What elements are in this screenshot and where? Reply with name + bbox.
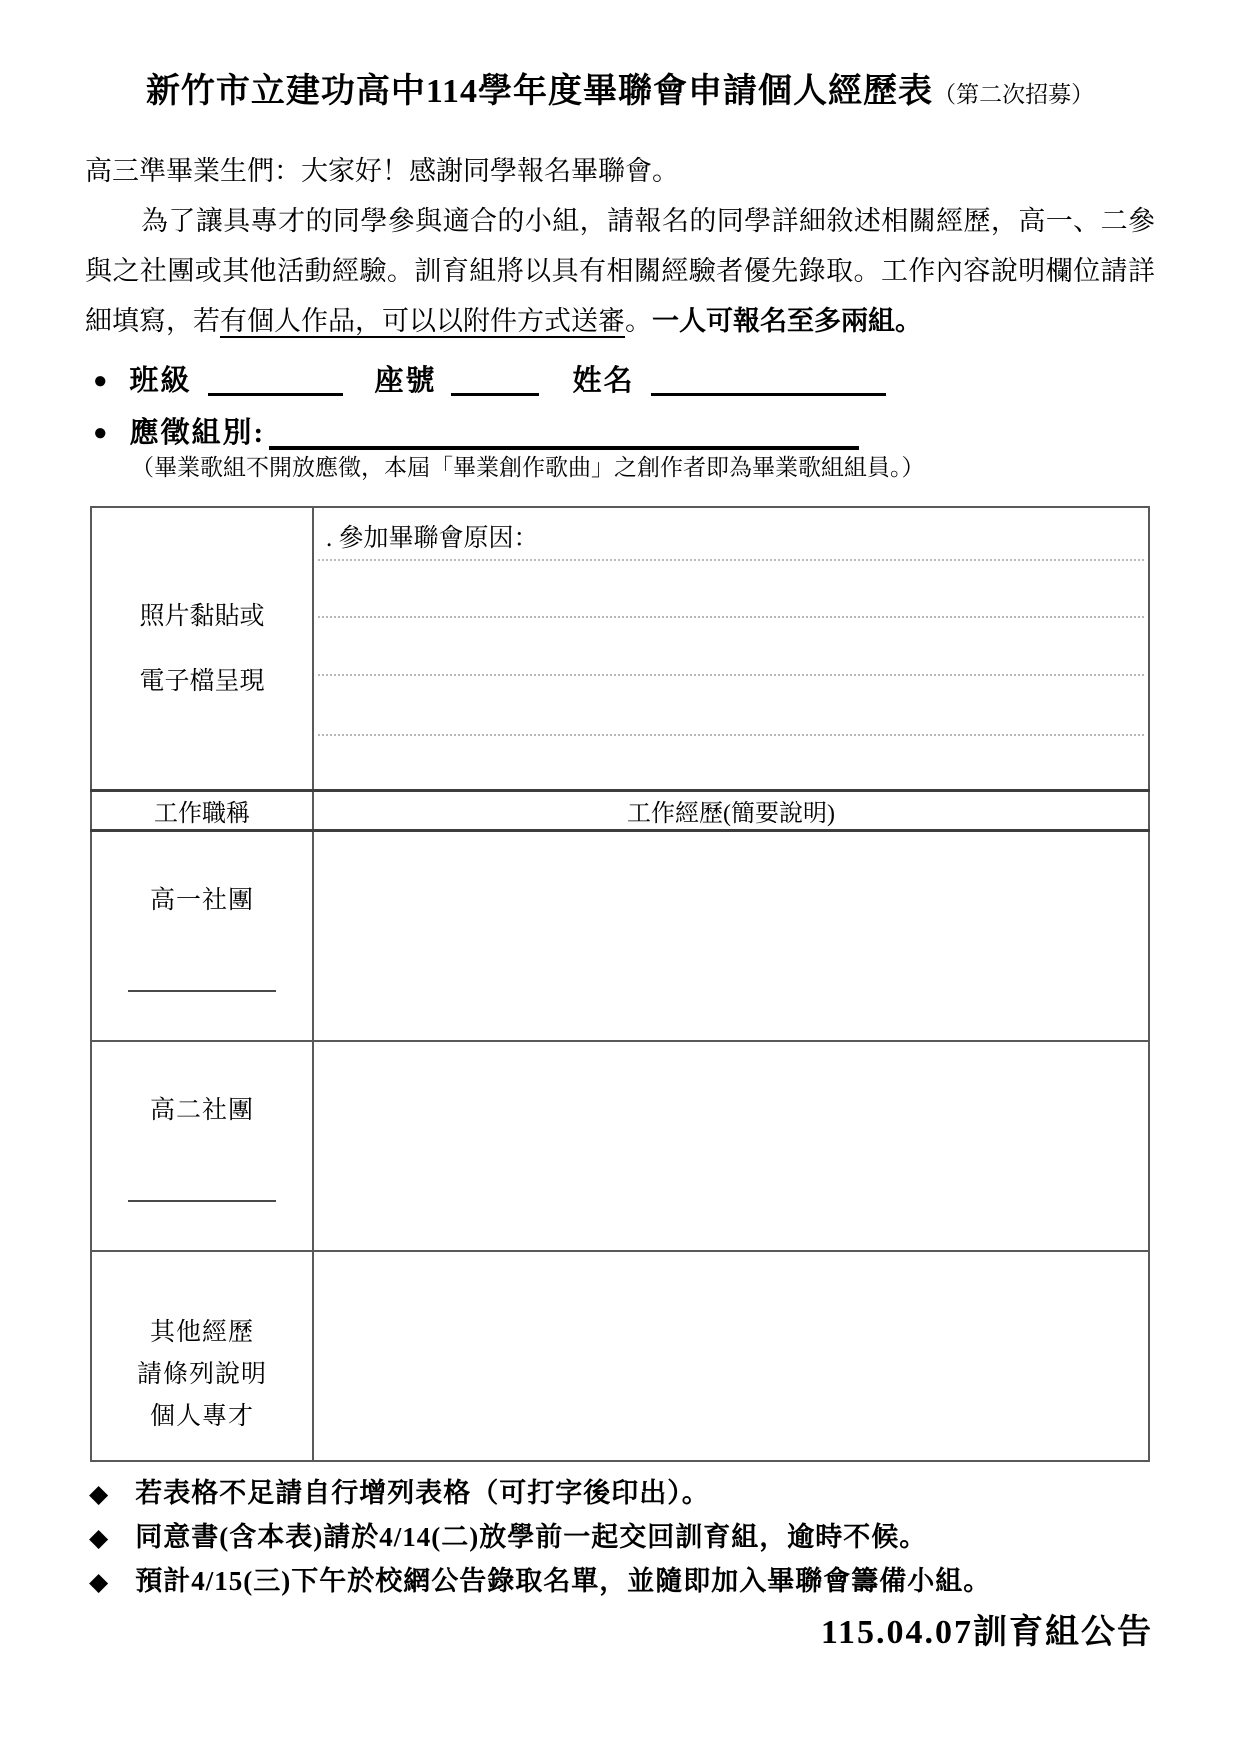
- club2-experience-cell[interactable]: [313, 1041, 1149, 1251]
- club1-label: 高一社團: [149, 887, 254, 914]
- other-label-line1: 其他經歷: [149, 1318, 254, 1346]
- photo-label-line2: 電子檔呈現: [139, 667, 265, 695]
- writing-line[interactable]: [318, 561, 1144, 618]
- writing-area[interactable]: [318, 736, 1144, 789]
- intro-paragraph: [85, 196, 1155, 346]
- page-title: [85, 68, 1155, 119]
- bullet-icon: ●: [93, 368, 108, 394]
- join-reason-label: . 參加畢聯會原因：: [318, 508, 1144, 561]
- writing-line[interactable]: [318, 676, 1144, 736]
- class-label: 班級: [129, 365, 192, 397]
- footnote-item: [85, 1474, 1155, 1514]
- footnote-item: [85, 1562, 1155, 1602]
- club2-blank-field[interactable]: [128, 1200, 276, 1202]
- club2-row: [91, 1041, 1149, 1251]
- other-experience-cell[interactable]: [313, 1251, 1149, 1461]
- header-experience: 工作經歷(簡要說明): [313, 791, 1149, 831]
- join-reason-cell[interactable]: [313, 507, 1149, 791]
- name-blank-field[interactable]: [651, 366, 886, 396]
- footnote-item: [85, 1518, 1155, 1558]
- footnote-text: 預計4/15(三)下午於校網公告錄取名單，並隨即加入畢聯會籌備小組。: [135, 1565, 992, 1596]
- other-label-line2: 請條列說明: [136, 1360, 267, 1388]
- footnotes: [85, 1474, 1155, 1602]
- intro-text: 為了讓具專才的同學參與適合的小組，請報名的同學詳細敘述相關經歷，高一、二參與之社團或其他活動經驗。訓育組將以具有相關經驗者優先錄取。工作內容說明欄位請詳細填寫，若: [85, 206, 1155, 336]
- table-header-row: [91, 791, 1149, 831]
- other-label-line3: 個人專才: [149, 1402, 254, 1430]
- club1-label-cell: [91, 831, 313, 1041]
- intro-underlined-text: 有個人作品，可以以附件方式送審: [220, 306, 625, 336]
- club2-label-cell: [91, 1041, 313, 1251]
- apply-group-blank-field[interactable]: [269, 416, 859, 450]
- diamond-bullet-icon: ◆: [89, 1480, 110, 1508]
- intro-separator: 。: [625, 306, 652, 336]
- club1-row: [91, 831, 1149, 1041]
- class-blank-field[interactable]: [208, 366, 343, 396]
- seat-label: 座號: [374, 365, 437, 397]
- footnote-text: 若表格不足請自行增列表格（可打字後印出）。: [135, 1477, 710, 1508]
- page-title-main: 新竹市立建功高中114學年度畢聯會申請個人經歷表: [145, 73, 934, 110]
- diamond-bullet-icon: ◆: [89, 1568, 110, 1596]
- club1-experience-cell[interactable]: [313, 831, 1149, 1041]
- club1-blank-field[interactable]: [128, 990, 276, 992]
- photo-paste-cell[interactable]: [91, 507, 313, 791]
- footnote-text: 同意書(含本表)請於4/14(二)放學前一起交回訓育組，逾時不候。: [135, 1521, 928, 1552]
- photo-reason-row: [91, 507, 1149, 791]
- club2-label: 高二社團: [149, 1096, 254, 1124]
- apply-group-label: 應徵組別:: [129, 417, 266, 449]
- diamond-bullet-icon: ◆: [89, 1524, 110, 1552]
- greeting-text: 高三準畢業生們：大家好！感謝同學報名畢聯會。: [85, 156, 679, 186]
- name-label: 姓名: [572, 365, 635, 397]
- header-job-title: 工作職稱: [91, 791, 313, 831]
- seat-blank-field[interactable]: [451, 366, 539, 396]
- student-info-row: [85, 362, 1155, 400]
- apply-group-row: [85, 414, 1155, 452]
- writing-line[interactable]: [318, 618, 1144, 676]
- other-experience-row: [91, 1251, 1149, 1461]
- page-title-note: （第二次招募）: [933, 82, 1095, 107]
- apply-group-note: （畢業歌組不開放應徵，本屆「畢業創作歌曲」之創作者即為畢業歌組組員。）: [131, 455, 925, 480]
- experience-table: [90, 506, 1150, 1462]
- other-label-cell: [91, 1251, 313, 1461]
- bullet-icon: ●: [93, 420, 108, 446]
- photo-label-line1: 照片黏貼或: [139, 602, 265, 630]
- footer-announcement: 115.04.07訓育組公告: [820, 1613, 1153, 1651]
- intro-bold-text: 一人可報名至多兩組。: [652, 306, 922, 336]
